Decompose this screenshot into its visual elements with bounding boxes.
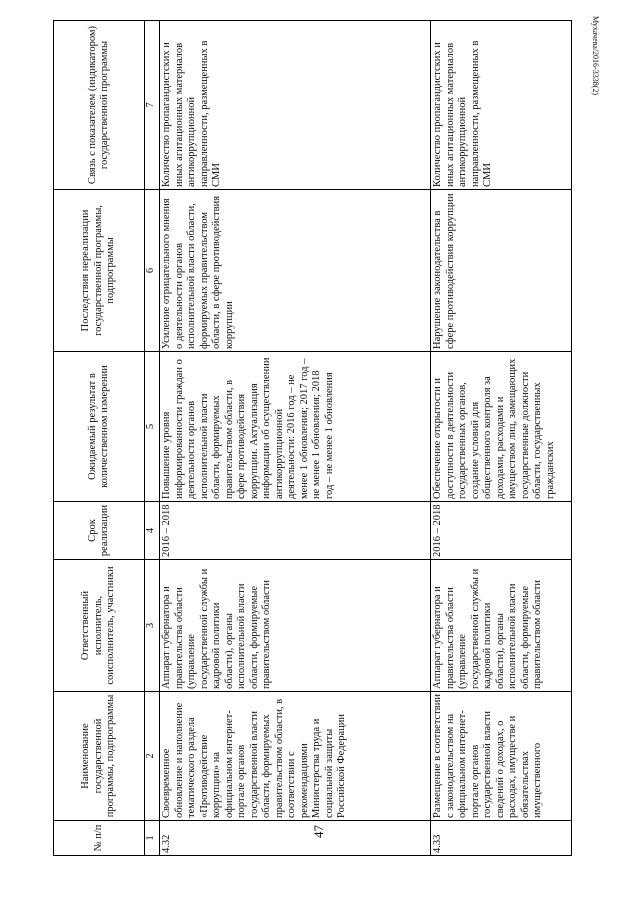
column-number-row: [145, 21, 160, 856]
row-consequences: Усиление отрицательного мнения о деятельности органов исполнительной власти области, формируемых правительством области, в сфере противодействия коррупции: [160, 190, 431, 352]
row-consequences: Нарушение законодательства в сфере противодействия коррупции: [431, 190, 572, 352]
header-expected-result: Ожидаемый результат в количественном измерении: [54, 352, 145, 502]
row-period: 2016 – 2018: [431, 502, 572, 560]
table-header-row: [54, 21, 145, 856]
column-number: 7: [145, 21, 160, 190]
row-executor: Аппарат губернатора и правительства области (управление государственной службы и кадровой политики области), органы исполнительной власти области, формируемые правительством области: [431, 560, 572, 692]
column-number: 4: [145, 502, 160, 560]
document-footer: Мухачева/2016-3338(2): [591, 16, 600, 96]
row-program-name: Своевременное обновление и наполнение тематического раздела «Противодействие коррупции» на официальном интернет-портале органов государственной власти области, формируемых правительством области, в соответствии с рекомендациями Министерства труда и социальной защиты Российской Федерации: [160, 692, 431, 821]
header-num: № п/п: [54, 821, 145, 856]
column-number: 3: [145, 560, 160, 692]
page-number: 47: [311, 825, 326, 838]
row-indicator-link: Количество пропагандистских и иных агитационных материалов антикоррупционной направленности, размещенных в СМИ: [431, 21, 572, 190]
row-number: 4.32: [160, 821, 431, 856]
row-expected-result: Повышение уровня информированности граждан о деятельности органов исполнительной власти области, формируемых правительством области, в сфере противодействия коррупции. Актуализация информации об осуществлении антикоррупционной деятельности: 2016 год – не менее 1 обновления; 2017 год – не менее 1 обновления; 2018 год – не менее 1 обновления: [160, 352, 431, 502]
table-row: [160, 21, 431, 856]
row-period: 2016 – 2018: [160, 502, 431, 560]
row-indicator-link: Количество пропагандистских и иных агитационных материалов антикоррупционной направленности, размещенных в СМИ: [160, 21, 431, 190]
table-row: [431, 21, 572, 856]
column-number: 6: [145, 190, 160, 352]
row-executor: Аппарат губернатора и правительства области (управление государственной службы и кадровой политики области), органы исполнительной власти области, формируемые правительством области: [160, 560, 431, 692]
header-period: Срок реализации: [54, 502, 145, 560]
header-executor: Ответственный исполнитель, соисполнитель, участники: [54, 560, 145, 692]
column-number: 1: [145, 821, 160, 856]
row-expected-result: Обеспечение открытости и доступности в деятельности государственных органов, создание условий для общественного контроля за доходами, расходами и имуществом лиц, замещающих государственные должности области, государственных гражданских: [431, 352, 572, 502]
rotated-page-content: [53, 21, 568, 856]
row-number: 4.33: [431, 821, 572, 856]
header-program-name: Наименование государственной программы, подпрограммы: [54, 692, 145, 821]
header-consequences: Последствия нереализации государственной программы, подпрограммы: [54, 190, 145, 352]
header-indicator-link: Связь с показателем (индикатором) государственной программы: [54, 21, 145, 190]
column-number: 2: [145, 692, 160, 821]
row-program-name: Размещение в соответствии с законодательством на официальном интернет-портале органов государственной власти сведений о доходах, о расходах, имуществе и обязательствах имущественного: [431, 692, 572, 821]
program-table: [53, 20, 572, 856]
column-number: 5: [145, 352, 160, 502]
